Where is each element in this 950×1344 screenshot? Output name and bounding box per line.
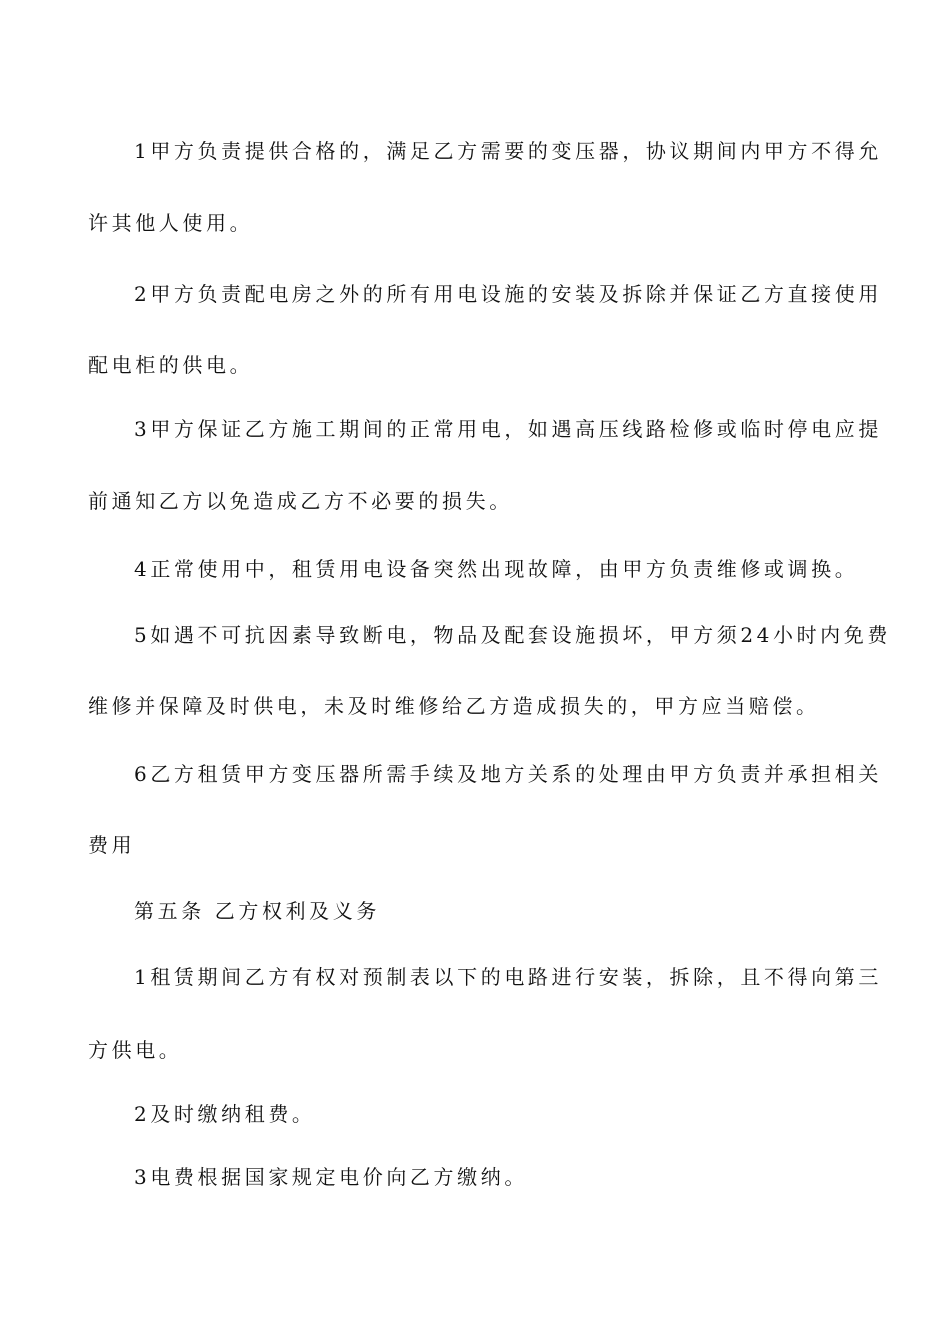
- clause-4-2-line-1: 2甲方负责配电房之外的所有用电设施的安装及拆除并保证乙方直接使用: [134, 282, 882, 306]
- clause-5-1-line-2: 方供电。: [88, 1038, 183, 1062]
- clause-4-1-line-1: 1甲方负责提供合格的，满足乙方需要的变压器，协议期间内甲方不得允: [134, 139, 882, 163]
- clause-4-6-line-2: 费用: [88, 833, 136, 857]
- clause-4-6-line-1: 6乙方租赁甲方变压器所需手续及地方关系的处理由甲方负责并承担相关: [134, 762, 882, 786]
- clause-4-3-line-1: 3甲方保证乙方施工期间的正常用电，如遇高压线路检修或临时停电应提: [134, 417, 882, 441]
- clause-4-5-line-2: 维修并保障及时供电，未及时维修给乙方造成损失的，甲方应当赔偿。: [88, 694, 820, 718]
- section-heading-article-5: 第五条 乙方权利及义务: [134, 899, 380, 923]
- clause-5-3-line-1: 3电费根据国家规定电价向乙方缴纳。: [134, 1165, 528, 1189]
- clause-4-1-line-2: 许其他人使用。: [88, 211, 254, 235]
- clause-4-2-line-2: 配电柜的供电。: [88, 353, 254, 377]
- clause-5-2-line-1: 2及时缴纳租费。: [134, 1102, 316, 1126]
- clause-4-4-line-1: 4正常使用中，租赁用电设备突然出现故障，由甲方负责维修或调换。: [134, 557, 859, 581]
- clause-4-3-line-2: 前通知乙方以免造成乙方不必要的损失。: [88, 489, 513, 513]
- clause-4-5-line-1: 5如遇不可抗因素导致断电，物品及配套设施损坏，甲方须24小时内免费: [134, 623, 891, 647]
- clause-5-1-line-1: 1租赁期间乙方有权对预制表以下的电路进行安装，拆除，且不得向第三: [134, 965, 882, 989]
